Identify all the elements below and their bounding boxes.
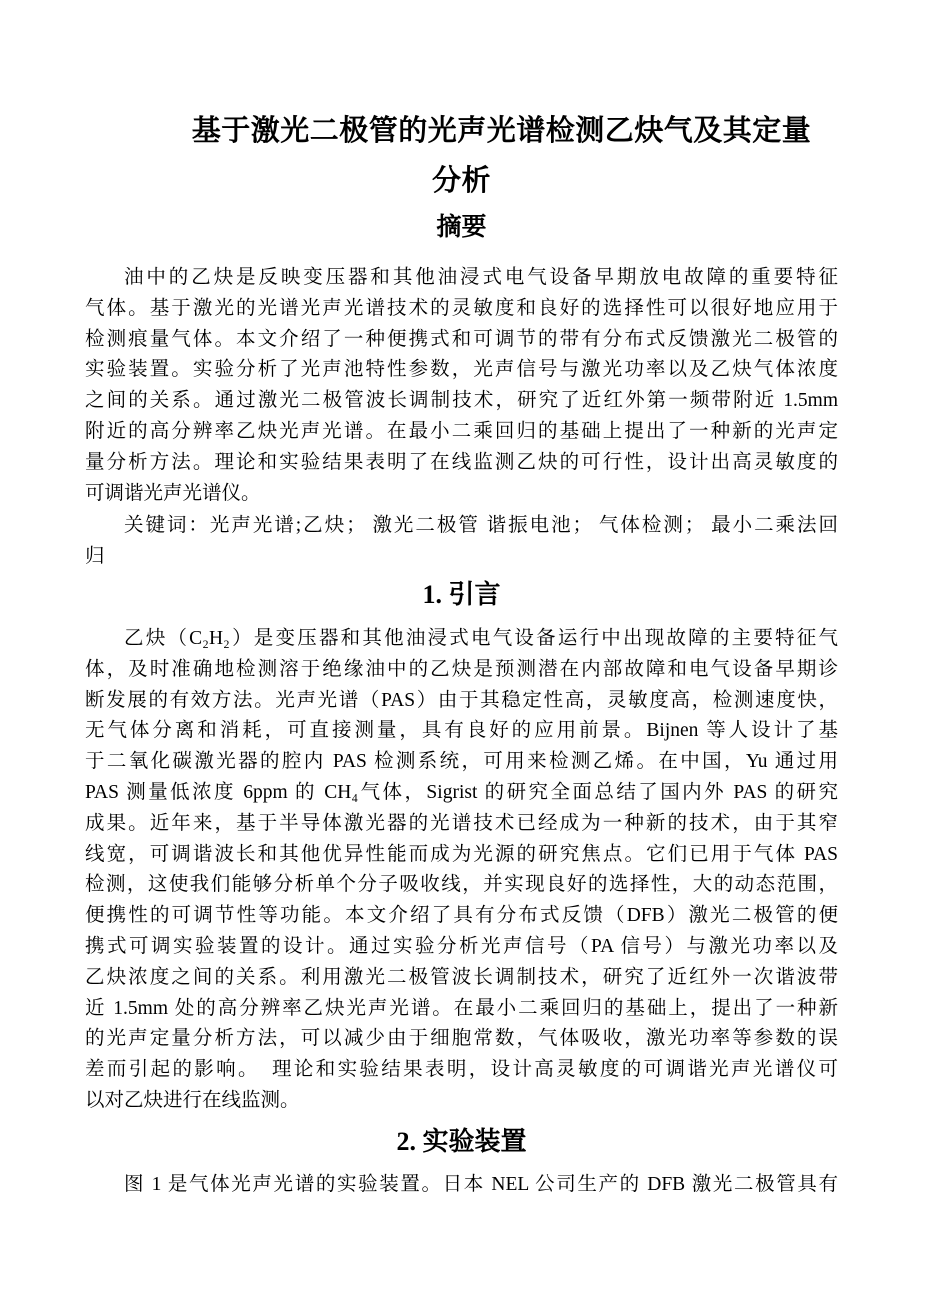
text-line: 归 (85, 546, 105, 568)
keywords-paragraph (85, 511, 838, 573)
text-line: 关键词：光声光谱;乙炔； 激光二极管 谐振电池； 气体检测； 最小二乘法回 (124, 515, 838, 537)
text-line: 无气体分离和消耗，可直接测量，具有良好的应用前景。Bijnen 等人设计了基 (85, 720, 838, 742)
text-line: 油中的乙炔是反映变压器和其他油浸式电气设备早期放电故障的重要特征 (124, 267, 838, 288)
introduction-paragraph (85, 624, 838, 1117)
text-line: 检测痕量气体。本文介绍了一种便携式和可调节的带有分布式反馈激光二极管的 (85, 328, 838, 350)
text-line: PAS 测量低浓度 6ppm 的 CH₄气体，Sigrist 的研究全面总结了国内外 PAS 的研究 (85, 781, 838, 803)
text-line: 图 1 是气体光声光谱的实验装置。日本 NEL 公司生产的 DFB 激光二极管具有 (124, 1173, 838, 1195)
abstract-paragraph (85, 263, 838, 509)
text-line: 的光声定量分析方法，可以减少由于细胞常数，气体吸收，激光功率等参数的误 (85, 1028, 838, 1050)
section-heading-introduction: 1. 引言 (422, 579, 501, 609)
text-line: 量分析方法。理论和实验结果表明了在线监测乙炔的可行性，设计出高灵敏度的 (85, 451, 838, 473)
abstract-heading: 摘要 (436, 214, 487, 241)
document-title (85, 106, 838, 206)
text-line: 气体。基于激光的光谱光声光谱技术的灵敏度和良好的选择性可以很好地应用于 (85, 297, 838, 319)
text-line: 之间的关系。通过激光二极管波长调制技术，研究了近红外第一频带附近 1.5mm (85, 390, 838, 412)
text-line: 乙炔浓度之间的关系。利用激光二极管波长调制技术，研究了近红外一次谐波带 (85, 966, 838, 988)
text-line: 携式可调实验装置的设计。通过实验分析光声信号（PA 信号）与激光功率以及 (85, 935, 838, 957)
document-title-line-1: 基于激光二极管的光声光谱检测乙炔气及其定量 (191, 115, 812, 147)
text-line: 差而引起的影响。 理论和实验结果表明，设计高灵敏度的可调谐光声光谱仪可 (85, 1059, 838, 1081)
text-line: 乙炔（C₂H₂）是变压器和其他油浸式电气设备运行中出现故障的主要特征气 (124, 627, 838, 649)
text-line: 于二氧化碳激光器的腔内 PAS 检测系统，可用来检测乙烯。在中国，Yu 通过用 (85, 751, 838, 773)
text-line: 附近的高分辨率乙炔光声光谱。在最小二乘回归的基础上提出了一种新的光声定 (85, 420, 838, 442)
text-line: 便携性的可调节性等功能。本文介绍了具有分布式反馈（DFB）激光二极管的便 (85, 905, 838, 927)
text-line: 实验装置。实验分析了光声池特性参数，光声信号与激光功率以及乙炔气体浓度 (85, 359, 838, 381)
text-line: 成果。近年来，基于半导体激光器的光谱技术已经成为一种新的技术，由于其窄 (85, 812, 838, 834)
text-line: 可调谐光声光谱仪。 (85, 482, 261, 504)
text-line: 线宽，可调谐波长和其他优异性能而成为光源的研究焦点。它们已用于气体 PAS (85, 843, 838, 865)
experimental-setup-paragraph (85, 1170, 838, 1201)
document-content (85, 106, 838, 1201)
section-heading-experimental-setup: 2. 实验装置 (396, 1126, 527, 1156)
text-line: 体，及时准确地检测溶于绝缘油中的乙炔是预测潜在内部故障和电气设备早期诊 (85, 658, 838, 680)
document-title-line-2: 分析 (431, 165, 491, 197)
text-line: 断发展的有效方法。光声光谱（PAS）由于其稳定性高，灵敏度高，检测速度快， (85, 689, 838, 711)
text-line: 以对乙炔进行在线监测。 (85, 1089, 300, 1111)
text-line: 检测，这使我们能够分析单个分子吸收线，并实现良好的选择性，大的动态范围， (85, 874, 838, 896)
text-line: 近 1.5mm 处的高分辨率乙炔光声光谱。在最小二乘回归的基础上，提出了一种新 (85, 997, 838, 1019)
